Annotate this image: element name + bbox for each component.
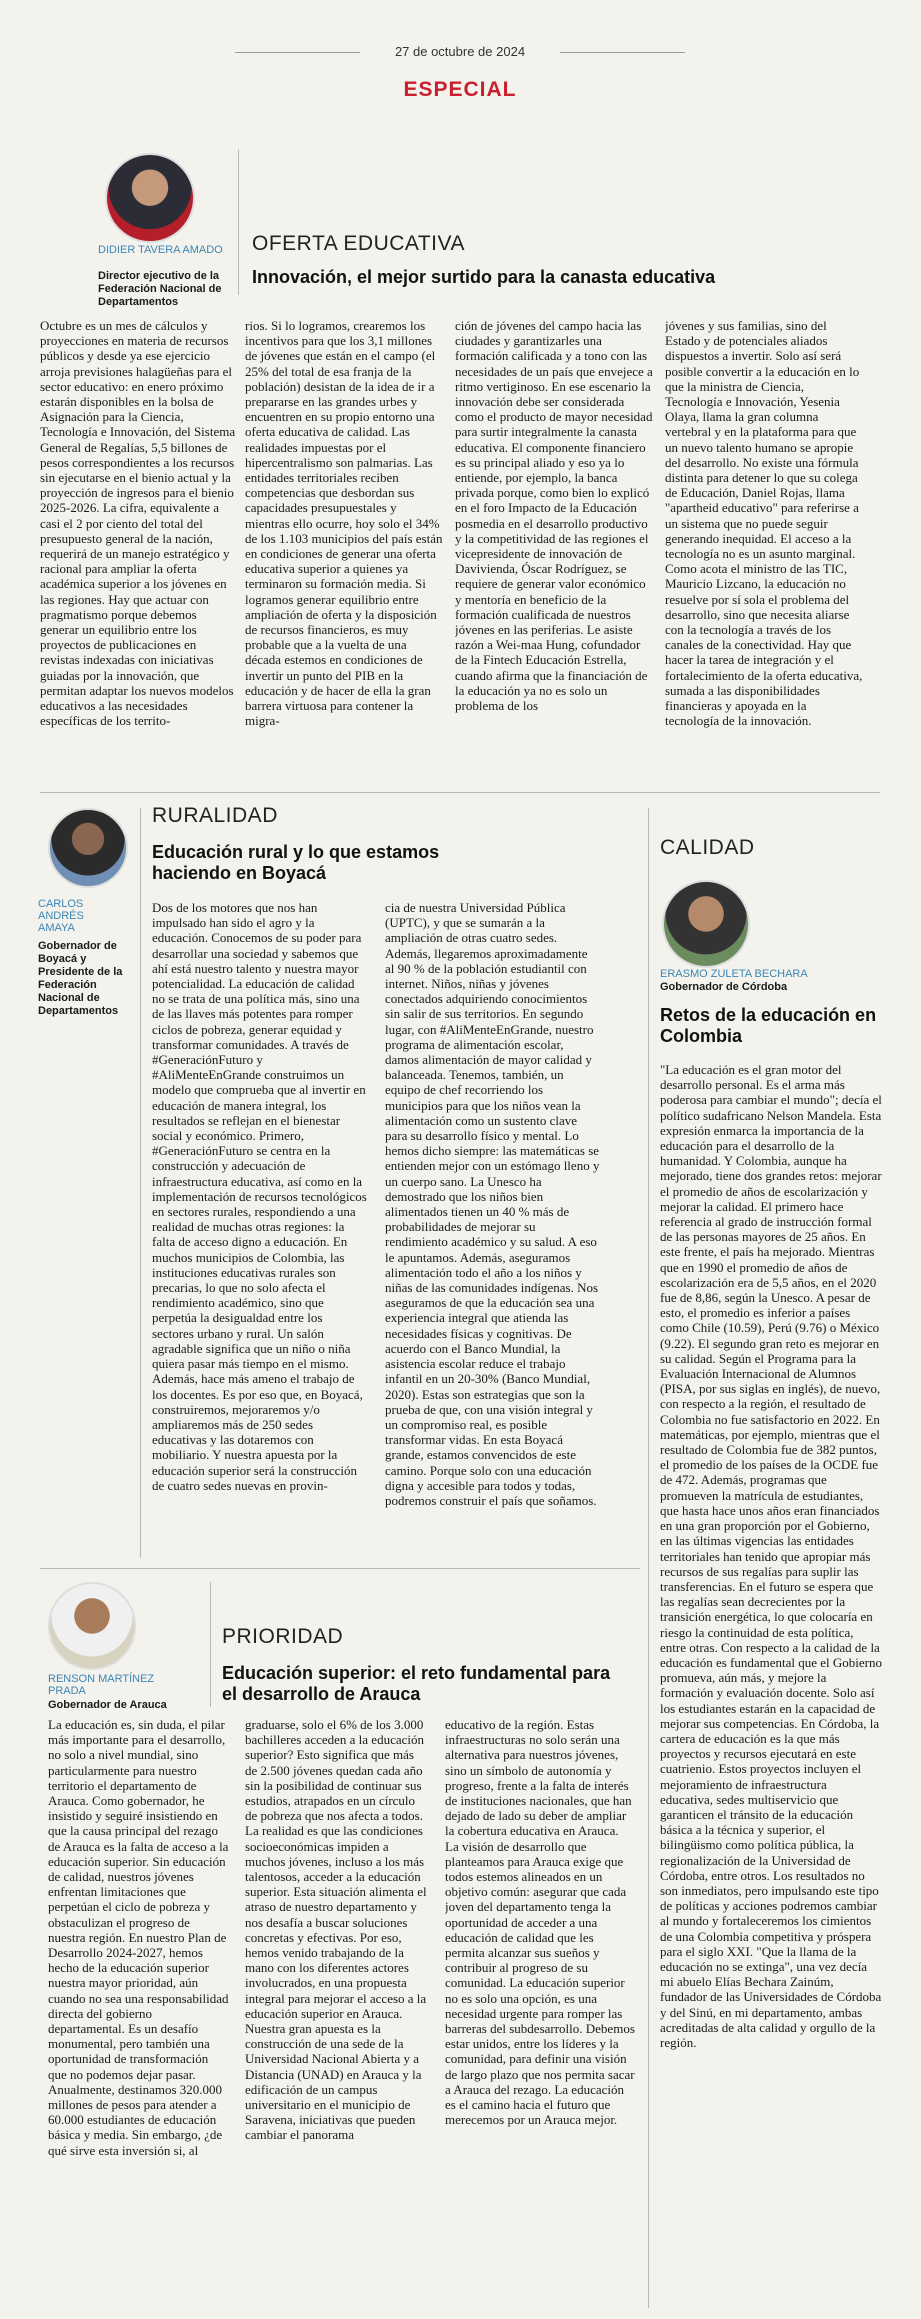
article-column-1: "La educación es el gran motor del desarrollo personal. Es el arma más poderosa para cambiar el mundo"; decía el político sudafricano Nelson Mandela. Esta expresión enmarca la importancia de la educación para el desarrollo de la humanidad. Y Colombia, aunque ha mejorado, tiene dos grandes retos: mejorar el promedio de años de escolarización y mejorar la calidad. El primero hace referencia al grado de instrucción formal de las personas mayores de 25 años. En este frente, el país ha mejorado. Mientras que en 1990 el promedio de años de escolarización era de 5,5 años, en el 2020 fue de 8,86, según la Unesco. A pesar de esto, el promedio es inferior a países como Chile (10.59), Perú (9.76) o México (9.22). El segundo gran reto es mejorar en su calidad. Según el Programa para la Evaluación Internacional de Alumnos (PISA, por sus siglas en inglés), de nuevo, con respecto a la región, el resultado de Colombia no fue satisfactorio en 2022. En matemáticas, por ejemplo, mientras que el resultado de Colombia fue de 382 puntos, el promedio de los países de la OCDE fue de 472. Además, programas que promueven la matrícula de estudiantes, que hasta hace unos años eran financiados en una gran proporción por el Gobierno, en las últimas vigencias las entidades territoriales han tenido que apropiar más recursos de sus regalías para suplir las transferencias. En el futuro se espera que las regalías sean decrecientes por la transición energética, lo que colocaría en riesgo la continuidad de esta política, entre otras. Con respecto a la calidad de la educación es fundamental que el Gobierno promueva, aún más, y mejore la formación y evaluación docente. Solo así los estudiantes estarán en la capacidad de mejorar sus competencias. En Córdoba, la cartera de educación es la que más proyectos y recursos ejecutará en este cuatrienio. Estos proyectos incluyen el mejoramiento de infraestructura educativa, sedes multiservicio que garanticen el tránsito de la educación básica a la técnica y superior, el bilingüismo como política pública, la regionalización de la Universidad de Córdoba, entre otros. Los resultados no son inmediatos, pero impulsando este tipo de políticas y acciones podremos cambiar al mundo y fortaleceremos los cimientos de una Colombia competitiva y próspera para el siglo XXI. "Que la llama de la educación no se extinga", una vez decía mi abuelo Elías Bechara Zainúm, fundador de las Universidades de Córdoba y del Sinú, en mi departamento, ambas acreditadas de alta calidad y orgullo de la región. (660, 1062, 882, 2050)
article-column-1: La educación es, sin duda, el pilar más importante para el desarrollo, no solo a nivel mundial, sino particularmente para nuestro territorio el departamento de Arauca. Como gobernador, he insistido y seguiré insistiendo en que la causa principal del rezago de Arauca es la falta de acceso a la educación superior. Sin educación de calidad, nuestros jóvenes enfrentan limitaciones que perpetúan el ciclo de pobreza y obstaculizan el progreso de nuestra región. En nuestro Plan de Desarrollo 2024-2027, hemos hecho de la educación superior nuestra mayor prioridad, aún cuando no sea una responsabilidad directa del gobierno departamental. Es un desafío monumental, pero también una oportunidad de transformación que no podemos dejar pasar. Anualmente, destinamos 320.000 millones de pesos para atender a 60.000 estudiantes de educación básica y media. Sin embargo, ¿de qué sirve esta inversión si, al (48, 1717, 229, 2158)
author-name: RENSON MARTÍNEZ PRADA (48, 1673, 155, 1697)
article-column-3: educativo de la región. Estas infraestructuras no solo serán una alternativa para nuestros jóvenes, sino un símbolo de autonomía y progreso, frente a la falta de interés de instituciones nacionales, que han dejado de lado su deber de ampliar la cobertura educativa en Arauca. La visión de desarrollo que planteamos para Arauca exige que todos estemos alineados en un objetivo común: asegurar que cada joven del departamento tenga la oportunidad de acceder a una educación de calidad que les permita alcanzar sus sueños y contribuir al progreso de su comunidad. La educación superior no es solo una opción, es una necesidad urgente para romper las barreras del subdesarrollo. Debemos estar unidos, entre los líderes y la comunidad, para definir una visión de largo plazo que nos permita sacar a Arauca del rezago. La educación es el camino hacia el futuro que merecemos por un Arauca mejor. (445, 1717, 635, 2128)
kicker: RURALIDAD (152, 804, 278, 827)
author-name: DIDIER TAVERA AMADO (98, 244, 223, 256)
article-column-2: graduarse, solo el 6% de los 3.000 bachilleres acceden a la educación superior? Esto significa que más de 2.500 jóvenes quedan cada año sin la posibilidad de continuar sus estudios, atrapados en un círculo de pobreza que nos afecta a todos. La realidad es que las condiciones socioeconómicas impiden a muchos jóvenes, incluso a los más talentosos, acceder a la educación superior. Esta situación alimenta el atraso de nuestro departamento y nos desafía a buscar soluciones concretas y efectivas. Por eso, hemos venido trabajando de la mano con los diferentes actores involucrados, en una propuesta integral para mejorar el acceso a la educación superior en Arauca. Nuestra gran apuesta es la construcción de una sede de la Universidad Nacional Abierta y a Distancia (UNAD) en Arauca y la edificación de un campus universitario en el municipio de Saravena, iniciativas que pueden cambiar el panorama (245, 1717, 427, 2143)
publication-date: 27 de octubre de 2024 (394, 44, 526, 59)
article-column-1: Octubre es un mes de cálculos y proyecciones en materia de recursos públicos y desde ya ese ejercicio arroja previsiones halagüeñas para el sector educativo: en enero próximo estarán disponibles en la bolsa de Asignación para la Ciencia, Tecnología e Innovación, del Sistema General de Regalías, 5,5 billones de pesos correspondientes a los recursos sin ejecutarse en el bienio actual y la proyección de ingresos para el bienio 2025-2026. La cifra, equivalente a casi el 2 por ciento del total del presupuesto general de la nación, requerirá de un manejo estratégico y racional para ampliar la oferta académica superior a los jóvenes en las regiones. Hay que actuar con pragmatismo porque debemos generar un equilibrio entre los proyectos de publicaciones en revistas indexadas con iniciativas guiadas por la innovación, que permitan adaptar los nuevos modelos educativos a las necesidades específicas de los territo- (40, 318, 236, 729)
author-photo-avatar (48, 1582, 136, 1670)
author-photo-avatar (48, 808, 128, 888)
article-column-1: Dos de los motores que nos han impulsado han sido el agro y la educación. Conocemos de su poder para desarrollar una sociedad y sabemos que ahí está nuestro talento y nuestra mayor potencialidad. La educación de calidad no se trata de una política más, sino una de las llaves más potentes para romper ciclos de pobreza, generar equidad y transformar comunidades. A través de #GeneraciónFuturo y #AliMenteEnGrande construimos un modelo que comprueba que al invertir en educación de manera integral, los resultados se reflejan en el bienestar social y económico. Primero, #GeneraciónFuturo se centra en la construcción y adecuación de infraestructura educativa, así como en la implementación de recursos tecnológicos en sectores rurales, respondiendo a una realidad de muchas otras regiones: la falta de acceso digno a educación. En muchos municipios de Colombia, las instituciones educativas rurales son precarias, lo que no solo afecta el rendimiento académico, sino que perpetúa la desigualdad entre los sectores urbano y rural. Un salón agradable significa que un niño o niña quiera pasar más tiempo en el mismo. Además, hace más ameno el trabajo de los docentes. Es por eso que, en Boyacá, construiremos, mejoraremos y/o ampliaremos más de 250 sedes educativas y las dotaremos con mobiliario. Y nuestra apuesta por la educación superior será la construcción de cuatro sedes nuevas en provin- (152, 900, 367, 1493)
author-title: Director ejecutivo de la Federación Nacional de Departamentos (98, 270, 222, 308)
author-photo-avatar (105, 153, 195, 243)
article-column-2: cia de nuestra Universidad Pública (UPTC), y que se sumarán a la ampliación de otras cuatro sedes. Además, llegaremos aproximadamente al 90 % de la población estudiantil con internet. Niños, niñas y jóvenes conectados adquiriendo conocimientos sin salir de sus territorios. En segundo lugar, con #AliMenteEnGrande, nuestro programa de alimentación escolar, damos alimentación de mayor calidad y balanceada. Tenemos, también, un equipo de chef recorriendo los municipios para que los niños vean la alimentación como un sustento clave para su desarrollo físico y mental. Lo hemos dicho siempre: las matemáticas se entienden mejor con un estómago lleno y un cuerpo sano. La Unesco ha demostrado que los niños bien alimentados tienen un 40 % más de probabilidades de mejorar su rendimiento académico y su salud. A eso le apuntamos. Además, aseguramos alimentación todo el año a los niños y niñas de las comunidades indígenas. Nos aseguramos de que la educación sea una experiencia integral que atienda las necesidades físicas y cognitivas. De acuerdo con el Banco Mundial, la asistencia escolar reduce el trabajo infantil en un 20-30% (Banco Mundial, 2020). Estas son estrategias que son la prueba de que, con una visión integral y un compromiso real, es posible transformar vidas. En esta Boyacá grande, estamos convencidos de este camino. Porque solo con una educación digna y accesible para todos y todas, podremos construir el país que soñamos. (385, 900, 600, 1508)
section-divider (40, 1568, 640, 1569)
author-name: ERASMO ZULETA BECHARA (660, 968, 808, 980)
headline: Innovación, el mejor surtido para la canasta educativa (252, 267, 716, 287)
author-title: Gobernador de Boyacá y Presidente de la Federación Nacional de Departamentos (38, 940, 123, 1017)
divider (210, 1582, 211, 1707)
author-photo-avatar (662, 880, 750, 968)
article-column-3: ción de jóvenes del campo hacia las ciudades y garantizarles una formación calificada y a tono con las necesidades de un país que envejece a ritmo vertiginoso. En ese escenario la innovación debe ser considerada como el producto de mayor necesidad para surtir integralmente la canasta educativa. El componente financiero es su principal aliado y eso ya lo entiende, por ejemplo, la banca privada porque, como bien lo explicó en el foro Impacto de la Educación posmedia en el desarrollo productivo y la competitividad de las regiones el vicepresidente de innovación de Davivienda, Óscar Rodríguez, se requiere de generar valor económico y mentoría en beneficio de la formación cualificada de nuestros jóvenes en las periferias. Le asiste razón a Wei-maa Hung, cofundador de la Fintech Educación Estrella, cuando afirma que la financiación de la educación ya no es solo un problema de los (455, 318, 653, 714)
divider (140, 808, 141, 1558)
section-divider (40, 792, 880, 793)
headline: Educación rural y lo que estamos haciendo en Boyacá (152, 842, 440, 883)
article-column-2: rios. Si lo logramos, crearemos los incentivos para que los 3,1 millones de jóvenes que están en el campo (el 25% del total de esa franja de la población) desistan de la idea de ir a prepararse en las grandes urbes y encuentren en su propio entorno una oferta educativa de calidad. Las realidades impuestas por el hipercentralismo son palmarias. Las entidades territoriales reciben competencias que desbordan sus capacidades presupuestales y mientras ello ocurre, hoy solo el 34% de los 1.103 municipios del país están en condiciones de generar una oferta educativa superior a quienes ya terminaron su formación media. Si logramos generar equilibrio entre ampliación de oferta y la disposición de recursos financieros, es muy probable que a la vuelta de una década estemos en condiciones de invertir un punto del PIB en la educación y de hacer de ella la gran barrera virtuosa para contener la migra- (245, 318, 443, 729)
author-title: Gobernador de Arauca (48, 1699, 167, 1711)
article-column-4: jóvenes y sus familias, sino del Estado y de potenciales aliados dispuestos a invertir. Solo así será posible convertir a la educación en lo que la ministra de Ciencia, Tecnología e Innovación, Yesenia Olaya, llama la gran columna vertebral y en la plataforma para que un nuevo talento humano se apropie del desarrollo. No existe una fórmula distinta para detener lo que su colega de Educación, Daniel Rojas, llama "apartheid educativo" para referirse a un sistema que no puede seguir generando inequidad. El acceso a la tecnología no es un asunto marginal. Como acota el ministro de las TIC, Mauricio Lizcano, la educación no resuelve por sí sola el problema del desarrollo, sino que necesita aliarse con la tecnología a través de los canales de la conectividad. Hay que hacer la tarea de integración y el fortalecimiento de la oferta educativa, sumada a las disponibilidades financieras y apoyada en la tecnología de la innovación. (665, 318, 863, 729)
headline: Educación superior: el reto fundamental para el desarrollo de Arauca (222, 1663, 611, 1704)
kicker: OFERTA EDUCATIVA (252, 232, 465, 255)
kicker: CALIDAD (660, 836, 755, 859)
kicker: PRIORIDAD (222, 1625, 344, 1648)
divider (648, 808, 649, 2308)
section-label: ESPECIAL (403, 78, 517, 101)
author-title: Gobernador de Córdoba (660, 981, 788, 993)
header-rule-right (560, 52, 685, 53)
author-name: CARLOS ANDRÉS AMAYA (38, 898, 84, 934)
headline: Retos de la educación en Colombia (660, 1005, 877, 1046)
divider (238, 150, 239, 295)
